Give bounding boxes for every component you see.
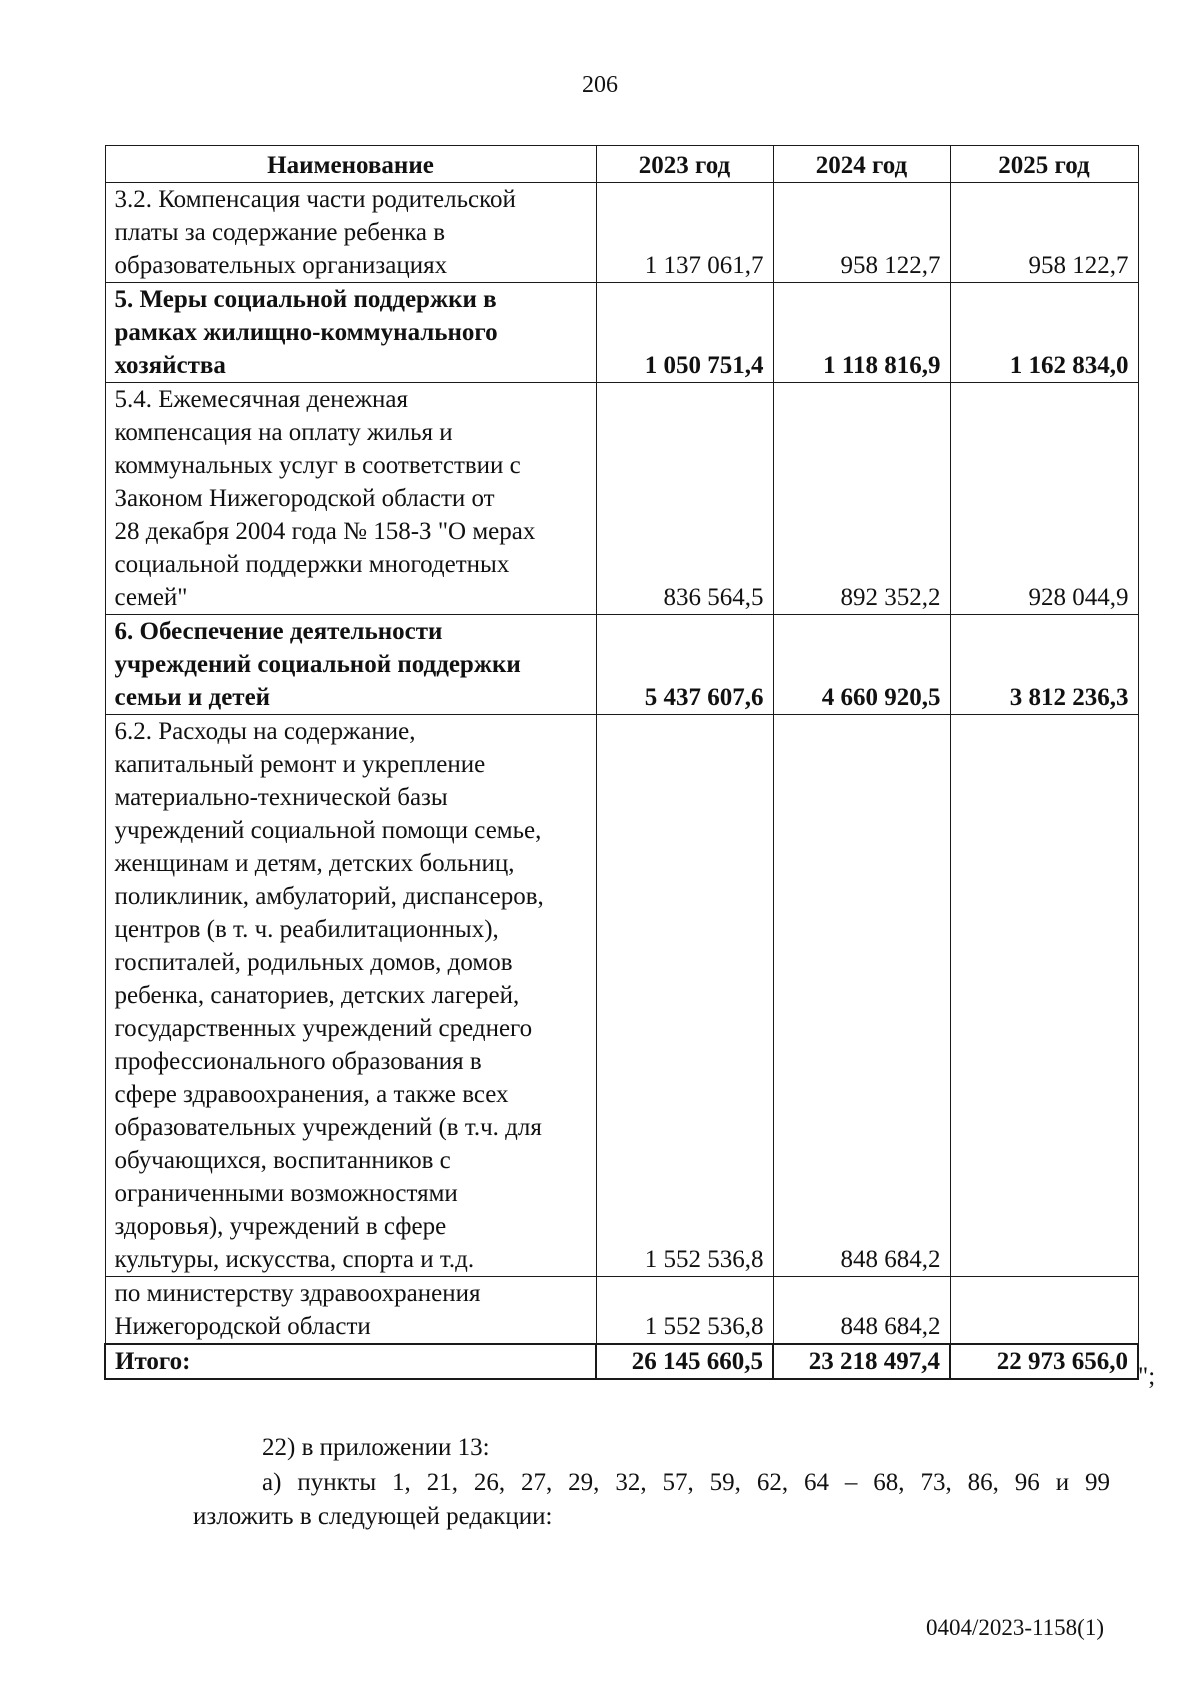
value-2024: 1 118 816,9: [773, 283, 950, 383]
value-2025: [950, 1277, 1138, 1345]
value-2023: 1 050 751,4: [596, 283, 773, 383]
value-2024: 848 684,2: [773, 715, 950, 1277]
closing-quote-mark: ";: [1138, 1363, 1156, 1390]
value-2025: 1 162 834,0: [950, 283, 1138, 383]
table-row: [105, 183, 1138, 283]
value-2025: 22 973 656,0: [950, 1344, 1138, 1379]
row-name: Итого:: [115, 1348, 191, 1375]
row-name: по министерству здравоохранения Нижегородской области: [114, 1280, 481, 1340]
budget-table: [104, 145, 1139, 1380]
row-name: 3.2. Компенсация части родительской платы за содержание ребенка в образовательных организациях: [114, 186, 516, 279]
value-2023: 5 437 607,6: [596, 615, 773, 715]
value-2025: [950, 715, 1138, 1277]
header-2024: 2024 год: [773, 146, 950, 183]
table-row: [105, 715, 1138, 1277]
paragraph-item-22: 22) в приложении 13:: [262, 1434, 490, 1461]
header-2023: 2023 год: [596, 146, 773, 183]
header-2025: 2025 год: [950, 146, 1138, 183]
value-2024: 848 684,2: [773, 1277, 950, 1345]
value-2023: 836 564,5: [596, 383, 773, 615]
value-2024: 958 122,7: [773, 183, 950, 283]
row-name: 6.2. Расходы на содержание, капитальный ремонт и укрепление материально-технической базы учреждений социальной помощи семье, женщинам и детям, детских больниц, поликлиник, амбулаторий, диспансеров, центров (в т. ч. реабилитационных), госпиталей, родильных домов, домов ребенка, санаториев, детских лагерей, государственных учреждений среднего профессионального образования в сфере здравоохранения, а также всех образовательных учреждений (в т.ч. для обучающихся, воспитанников с ограниченными возможностями здоровья), учреждений в сфере культуры, искусства, спорта и т.д.: [114, 718, 544, 1273]
table-row: [105, 383, 1138, 615]
value-2023: 1 552 536,8: [596, 1277, 773, 1345]
value-2023: 1 137 061,7: [596, 183, 773, 283]
table-row: [105, 1277, 1138, 1345]
value-2024: 4 660 920,5: [773, 615, 950, 715]
table-row-section: [105, 615, 1138, 715]
row-name: 5. Меры социальной поддержки в рамках жилищно-коммунального хозяйства: [114, 286, 498, 379]
value-2025: 928 044,9: [950, 383, 1138, 615]
row-name: 6. Обеспечение деятельности учреждений социальной поддержки семьи и детей: [114, 618, 521, 711]
value-2024: 892 352,2: [773, 383, 950, 615]
table-row-total: [105, 1344, 1138, 1379]
value-2023: 1 552 536,8: [596, 715, 773, 1277]
table-row-section: [105, 283, 1138, 383]
value-2025: 3 812 236,3: [950, 615, 1138, 715]
value-2025: 958 122,7: [950, 183, 1138, 283]
header-name: Наименование: [105, 146, 596, 183]
paragraph-continuation: изложить в следующей редакции:: [193, 1503, 553, 1530]
paragraph-subitem-a: а) пункты 1, 21, 26, 27, 29, 32, 57, 59, 62, 64 – 68, 73, 86, 96 и 99: [262, 1469, 1110, 1496]
value-2023: 26 145 660,5: [596, 1344, 773, 1379]
document-code: 0404/2023-1158(1): [925, 1615, 1104, 1640]
page-number: 206: [582, 72, 618, 98]
row-name: 5.4. Ежемесячная денежная компенсация на оплату жилья и коммунальных услуг в соответствии с Законом Нижегородской области от 28 декабря 2004 года № 158-З "О мерах социальной поддержки многодетных семей": [114, 386, 536, 611]
value-2024: 23 218 497,4: [773, 1344, 950, 1379]
table-header-row: [105, 146, 1138, 183]
